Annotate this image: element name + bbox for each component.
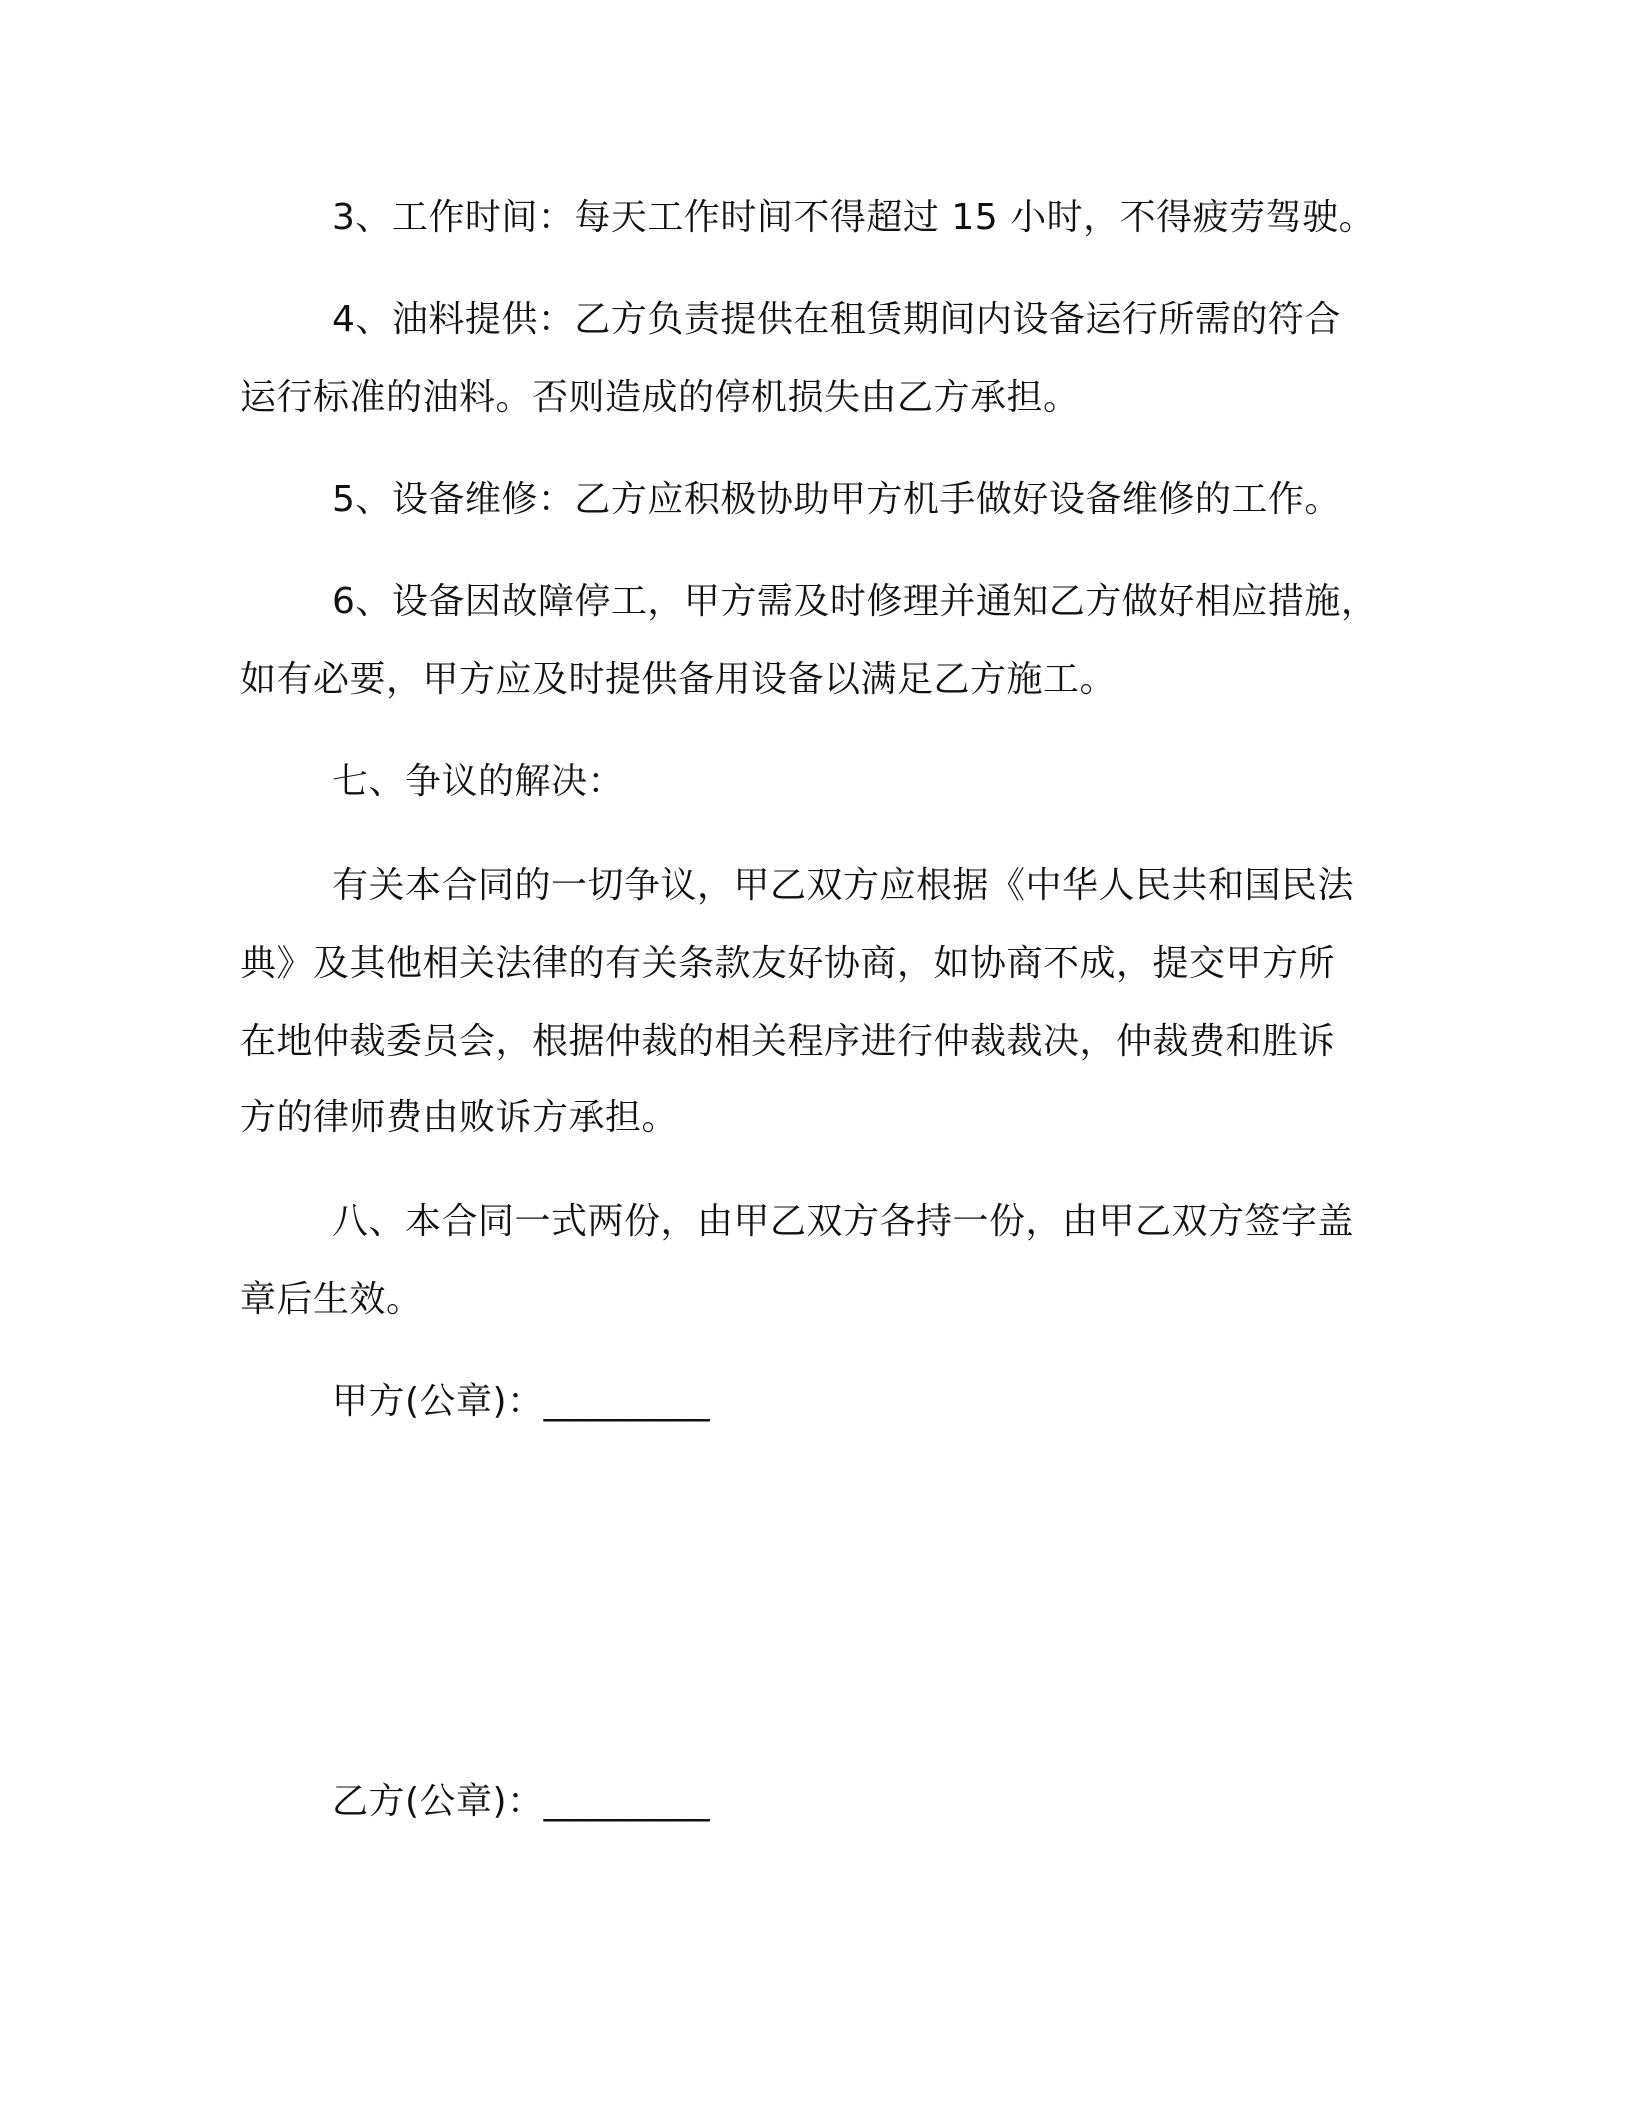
- clause-5-line-1: 5、设备维修：乙方应积极协助甲方机手做好设备维修的工作。: [332, 479, 1341, 520]
- clause-4-line-2: 运行标准的油料。否则造成的停机损失由乙方承担。: [240, 377, 1080, 418]
- dispute-line-1: 有关本合同的一切争议，甲乙双方应根据《中华人民共和国民法: [332, 865, 1355, 906]
- section-8-line-1: 八、本合同一式两份，由甲乙双方各持一份，由甲乙双方签字盖: [332, 1201, 1355, 1242]
- dispute-line-3: 在地仲裁委员会，根据仲裁的相关程序进行仲裁裁决，仲裁费和胜诉: [240, 1021, 1336, 1062]
- dispute-line-2: 典》及其他相关法律的有关条款友好协商，如协商不成，提交甲方所: [240, 943, 1336, 984]
- clause-3-line-1: 3、工作时间：每天工作时间不得超过 15 小时，不得疲劳驾驶。: [332, 197, 1376, 238]
- clause-4-line-1: 4、油料提供：乙方负责提供在租赁期间内设备运行所需的符合: [332, 299, 1341, 340]
- party-b-signature: 乙方(公章)：_________: [332, 1781, 711, 1822]
- dispute-line-4: 方的律师费由败诉方承担。: [240, 1097, 679, 1138]
- section-7-heading: 七、争议的解决：: [332, 761, 625, 802]
- clause-6-line-2: 如有必要，甲方应及时提供备用设备以满足乙方施工。: [240, 659, 1117, 700]
- clause-6-line-1: 6、设备因故障停工，甲方需及时修理并通知乙方做好相应措施，: [332, 581, 1378, 622]
- party-a-signature: 甲方(公章)：_________: [332, 1381, 711, 1422]
- section-8-line-2: 章后生效。: [240, 1279, 423, 1320]
